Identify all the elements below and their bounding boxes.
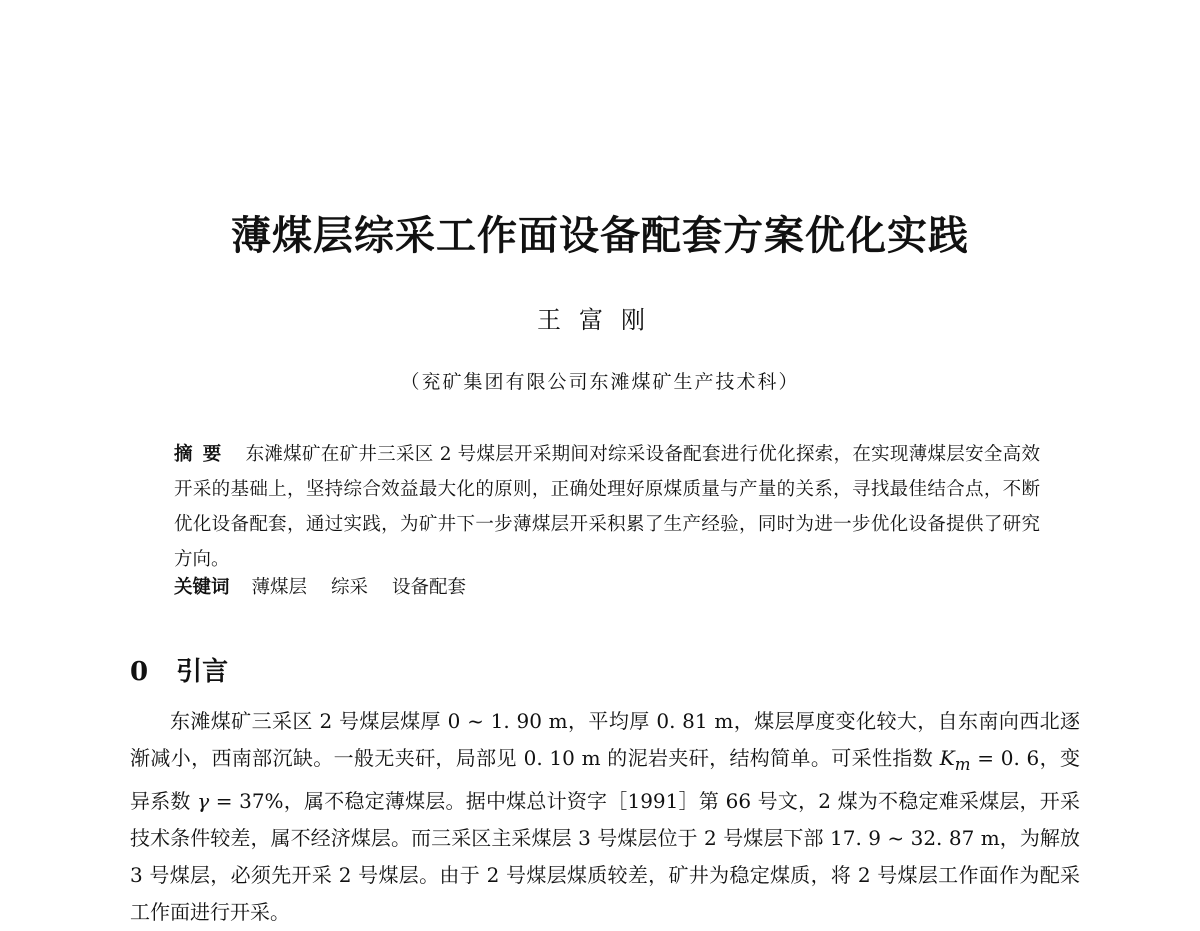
section-title: 引言 [176, 657, 229, 687]
author-affiliation: （兖矿集团有限公司东滩煤矿生产技术科） [400, 371, 800, 393]
abstract-label: 摘要 [174, 444, 232, 465]
keyword-item: 薄煤层 [251, 577, 308, 598]
body-text-part3: = 37%，属不稳定薄煤层。据中煤总计资字［1991］第 66 号文，2 煤为不稳定难采煤层，开采技术条件较差，属不经济煤层。而三采区主采煤层 3 号煤层位于 2 号煤层下部 17. 9 ~ 32. 87 m，为解放 3 号煤层，必须先开采 2 号煤层。由于 2 号煤层煤质较差，矿井为稳定煤质，将 2 号煤层工作面作为配采工作面进行开采。 [130, 789, 1080, 924]
body-text-part1: 东滩煤矿三采区 2 号煤层煤厚 0 ~ 1. 90 m，平均厚 0. 81 m，煤层厚度变化较大，自东南向西北逐渐减小，西南部沉缺。一般无夹矸，局部见 0. 10 m 的泥岩夹矸，结构简单。可采性指数 [130, 709, 1080, 770]
km-symbol: $K_m$ [939, 746, 971, 774]
keywords-label: 关键词 [174, 577, 230, 598]
abstract [174, 437, 1040, 577]
keyword-item: 设备配套 [392, 577, 467, 598]
section-heading [130, 650, 228, 694]
keyword-item: 综采 [331, 577, 369, 598]
keywords [174, 570, 1040, 605]
abstract-text: 东滩煤矿在矿井三采区 2 号煤层开采期间对综采设备配套进行优化探索，在实现薄煤层安全高效开采的基础上，坚持综合效益最大化的原则，正确处理好原煤质量与产量的关系，寻找最佳结合点，不断优化设备配套，通过实践，为矿井下一步薄煤层开采积累了生产经验，同时为进一步优化设备提供了研究方向。 [174, 444, 1040, 570]
gamma-symbol: γ [197, 789, 210, 813]
section-number: 0 [130, 657, 149, 687]
km-subscript: m [954, 755, 971, 774]
author-name: 王富刚 [537, 306, 663, 334]
body-text-part2: = 0. 6，变异系数 [130, 746, 1080, 813]
paper-title: 薄煤层综采工作面设备配套方案优化实践 [231, 213, 969, 259]
body-paragraph [130, 703, 1080, 931]
